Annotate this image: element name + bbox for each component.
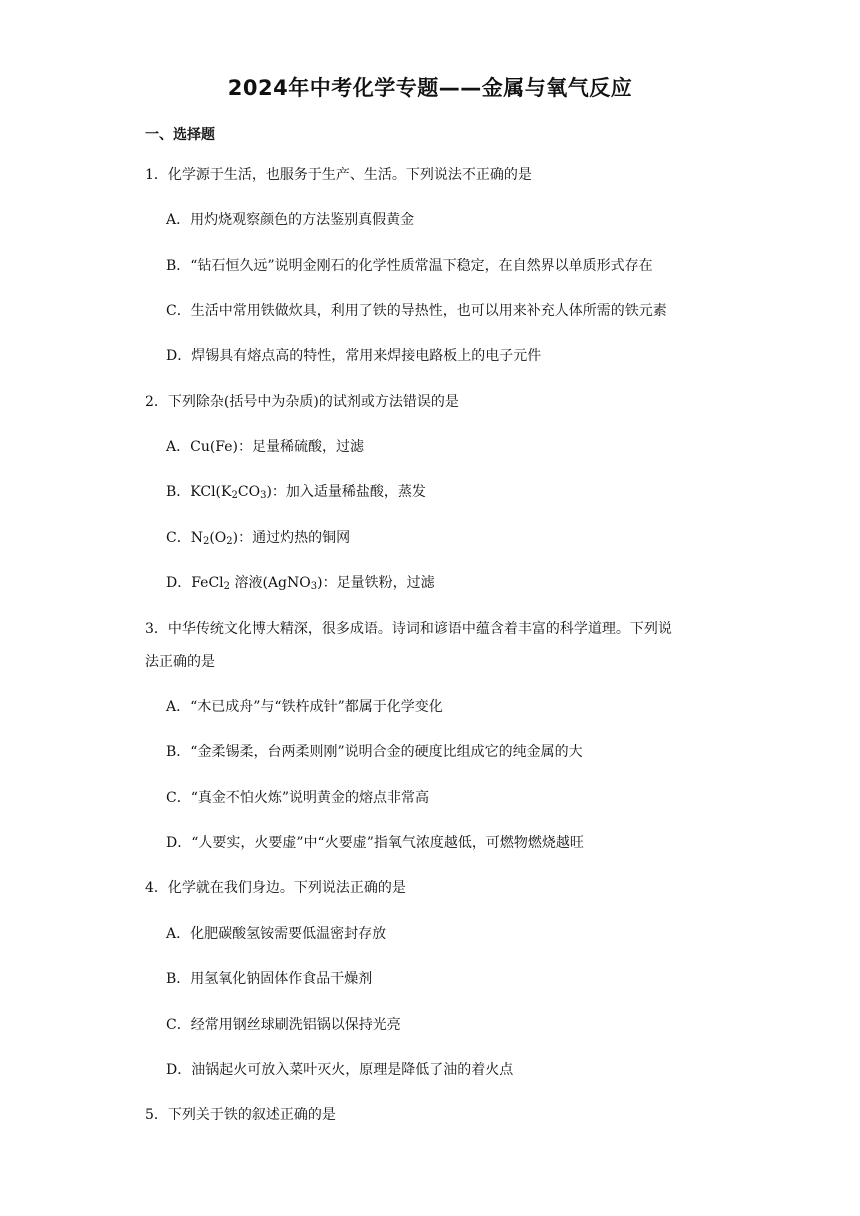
question-1-option-a: A．用灼烧观察颜色的方法鉴别真假黄金 xyxy=(166,212,415,228)
question-3-option-c: C．“真金不怕火炼”说明黄金的熔点非常高 xyxy=(166,790,430,806)
question-3-option-d: D．“人要实，火要虚”中“火要虚”指氧气浓度越低，可燃物燃烧越旺 xyxy=(166,835,584,851)
question-1-option-b: B．“钻石恒久远”说明金刚石的化学性质常温下稳定，在自然界以单质形式存在 xyxy=(166,258,653,274)
question-4-option-a: A．化肥碳酸氢铵需要低温密封存放 xyxy=(166,926,387,942)
document-title: 2024年中考化学专题——金属与氧气反应 xyxy=(227,76,633,100)
question-3-option-a: A．“木已成舟”与“铁杵成针”都属于化学变化 xyxy=(166,699,443,715)
question-4-stem: 4．化学就在我们身边。下列说法正确的是 xyxy=(145,880,406,896)
question-4-option-c: C．经常用钢丝球刷洗铝锅以保持光亮 xyxy=(166,1017,401,1033)
question-2-option-d: D．FeCl$_2$ 溶液(AgNO$_3$)：足量铁粉，过滤 xyxy=(166,575,435,592)
question-2-stem: 2．下列除杂(括号中为杂质)的试剂或方法错误的是 xyxy=(145,394,459,410)
question-3-stem-line-1: 3．中华传统文化博大精深，很多成语。诗词和谚语中蕴含着丰富的科学道理。下列说 xyxy=(145,621,672,637)
question-1-option-c: C．生活中常用铁做炊具，利用了铁的导热性，也可以用来补充人体所需的铁元素 xyxy=(166,303,667,319)
question-3-stem-line-2: 法正确的是 xyxy=(145,654,215,670)
question-2-option-c: C．$N_2(O_2)$：通过灼热的铜网 xyxy=(166,530,351,547)
question-2-option-a: A．Cu(Fe)：足量稀硫酸，过滤 xyxy=(166,439,364,455)
question-4-option-d: D．油锅起火可放入菜叶灭火，原理是降低了油的着火点 xyxy=(166,1062,514,1078)
section-heading: 一、选择题 xyxy=(145,127,215,143)
question-3-option-b: B．“金柔锡柔，台两柔则刚”说明合金的硬度比组成它的纯金属的大 xyxy=(166,744,583,760)
question-4-option-b: B．用氢氧化钠固体作食品干燥剂 xyxy=(166,971,373,987)
question-1-stem: 1．化学源于生活，也服务于生产、生活。下列说法不正确的是 xyxy=(145,167,532,183)
question-1-option-d: D．焊锡具有熔点高的特性，常用来焊接电路板上的电子元件 xyxy=(166,348,542,364)
question-5-stem: 5．下列关于铁的叙述正确的是 xyxy=(145,1107,336,1123)
question-2-option-b: B．$KCl(K_2CO_3)$：加入适量稀盐酸，蒸发 xyxy=(166,484,426,501)
